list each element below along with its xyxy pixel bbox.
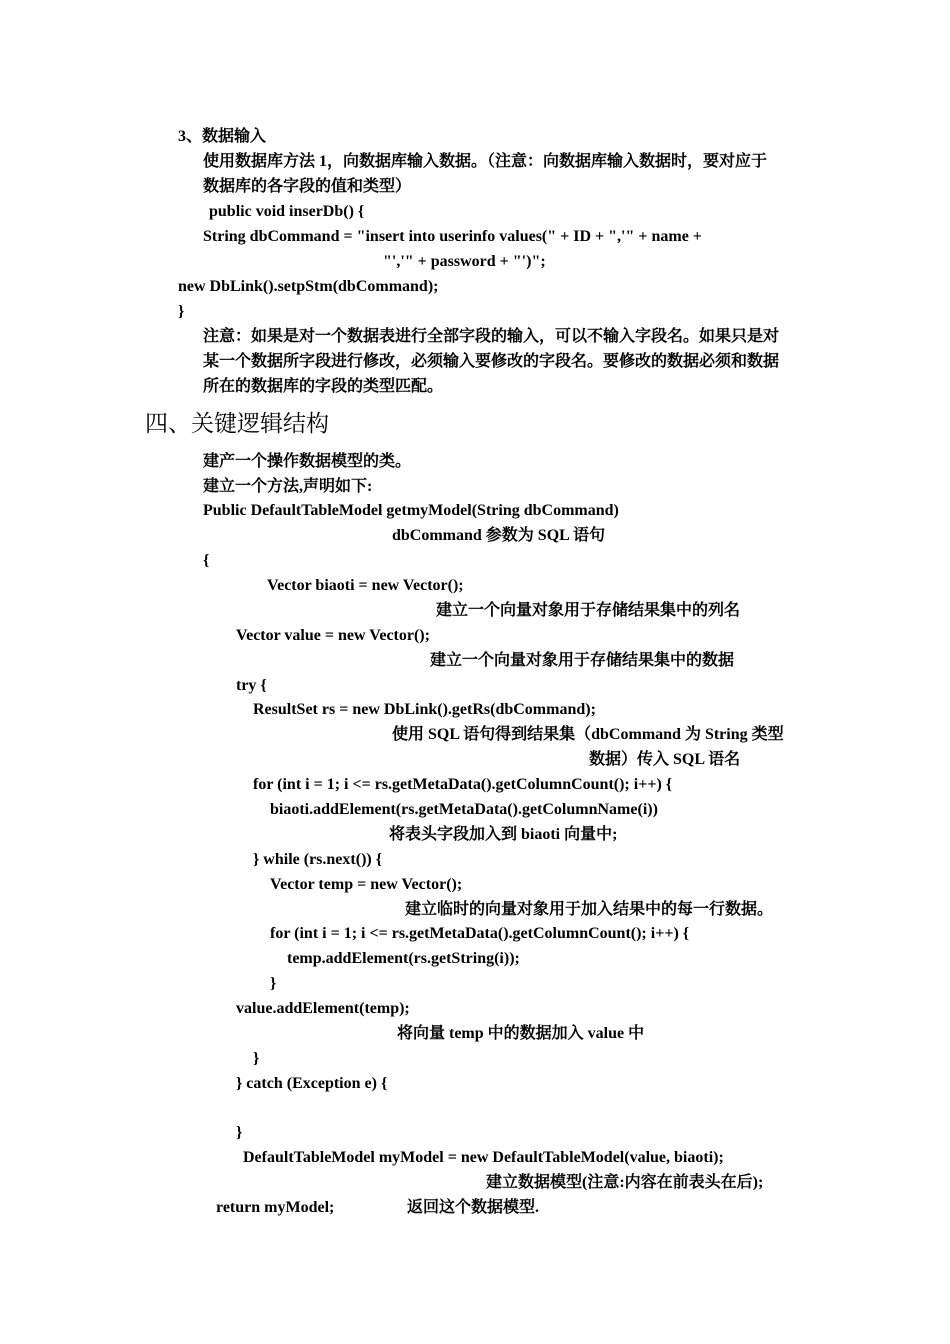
- code-line: new DbLink().setpStm(dbCommand);: [178, 278, 439, 295]
- code-line: }: [253, 1050, 260, 1067]
- code-comment: 使用 SQL 语句得到结果集（dbCommand 为 String 类型: [392, 726, 784, 743]
- code-line: }: [270, 975, 277, 992]
- note-line-2: 某一个数据所字段进行修改，必须输入要修改的字段名。要修改的数据必须和数据: [203, 353, 780, 370]
- code-comment: 建立临时的向量对象用于加入结果中的每一行数据。: [405, 901, 774, 918]
- code-line: Vector value = new Vector();: [236, 627, 430, 644]
- code-line: ResultSet rs = new DbLink().getRs(dbCommand);: [253, 701, 596, 718]
- note-line-3: 所在的数据库的字段的类型匹配。: [203, 378, 444, 395]
- code-comment: 将表头字段加入到 biaoti 向量中;: [389, 826, 618, 843]
- code-line: value.addElement(temp);: [236, 1000, 410, 1017]
- code-line: return myModel;: [216, 1199, 335, 1216]
- code-comment: 数据）传入 SQL 语名: [589, 751, 741, 768]
- section-3-intro-line-1: 使用数据库方法 1，向数据库输入数据。（注意：向数据库输入数据时，要对应于: [203, 153, 768, 170]
- code-comment: 返回这个数据模型.: [407, 1199, 540, 1216]
- code-line: }: [236, 1124, 243, 1141]
- code-line: biaoti.addElement(rs.getMetaData().getColumnName(i)): [270, 801, 658, 818]
- text-line: 建产一个操作数据模型的类。: [203, 453, 412, 470]
- text-line: 建立一个方法,声明如下:: [203, 478, 373, 495]
- section-3-title: 3、数据输入: [178, 128, 267, 145]
- code-line: }: [178, 303, 185, 320]
- code-line: public void inserDb() {: [209, 203, 365, 220]
- code-comment: dbCommand 参数为 SQL 语句: [392, 527, 605, 544]
- code-comment: 建立一个向量对象用于存储结果集中的数据: [430, 652, 735, 669]
- code-line: for (int i = 1; i <= rs.getMetaData().getColumnCount(); i++) {: [253, 776, 673, 793]
- code-line: Vector biaoti = new Vector();: [267, 577, 464, 594]
- note-line-1: 注意：如果是对一个数据表进行全部字段的输入，可以不输入字段名。如果只是对: [203, 328, 780, 345]
- code-line: for (int i = 1; i <= rs.getMetaData().getColumnCount(); i++) {: [270, 925, 690, 942]
- code-line: temp.addElement(rs.getString(i));: [287, 950, 520, 967]
- code-line: String dbCommand = "insert into userinfo values(" + ID + ",'" + name +: [203, 228, 702, 245]
- code-line: try {: [236, 677, 267, 694]
- code-line: "','" + password + "')";: [383, 253, 546, 270]
- code-line: DefaultTableModel myModel = new DefaultTableModel(value, biaoti);: [243, 1149, 724, 1166]
- code-line: } while (rs.next()) {: [253, 851, 383, 868]
- code-line: Vector temp = new Vector();: [270, 876, 463, 893]
- section-3-intro-line-2: 数据库的各字段的值和类型）: [203, 178, 412, 195]
- code-line: } catch (Exception e) {: [236, 1075, 388, 1092]
- code-line: Public DefaultTableModel getmyModel(String dbCommand): [203, 502, 619, 519]
- code-comment: 建立数据模型(注意:内容在前表头在后);: [486, 1174, 764, 1191]
- code-line: {: [203, 552, 210, 569]
- code-comment: 将向量 temp 中的数据加入 value 中: [397, 1025, 645, 1042]
- section-4-heading: 四、关键逻辑结构: [145, 411, 329, 437]
- code-comment: 建立一个向量对象用于存储结果集中的列名: [436, 602, 741, 619]
